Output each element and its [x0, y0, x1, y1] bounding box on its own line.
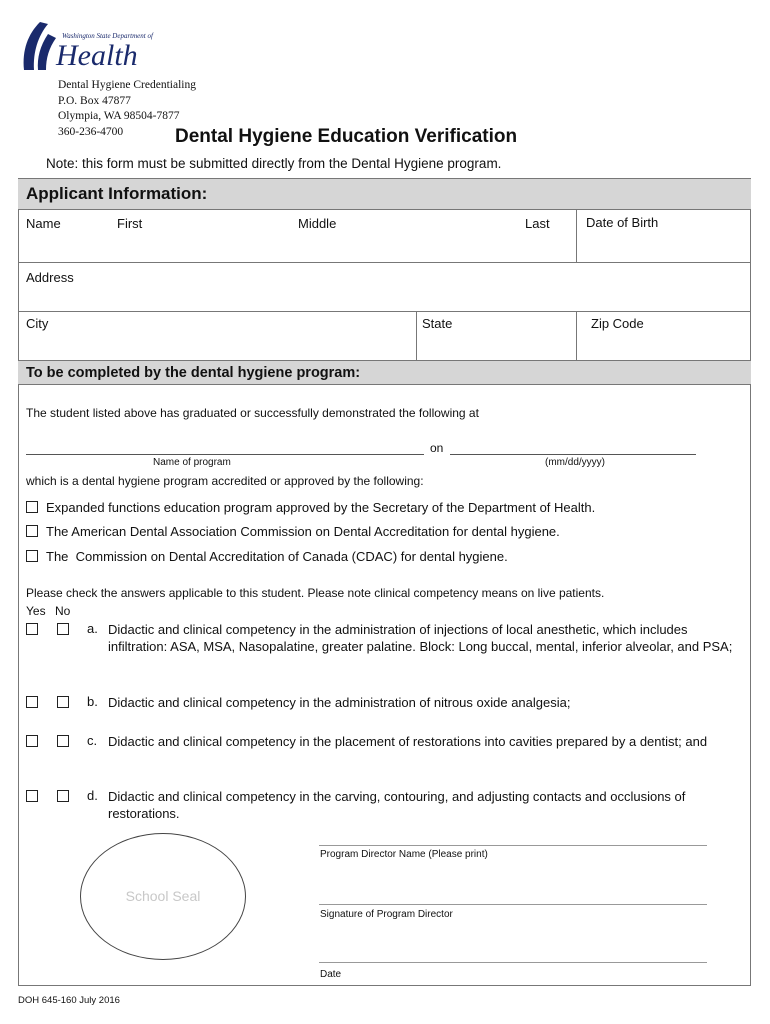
applicant-heading: Applicant Information: — [26, 184, 208, 203]
accreditation-option-label: The Commission on Dental Accreditation of Canada (CDAC) for dental hygiene. — [46, 549, 508, 564]
yes-column-label: Yes — [26, 604, 46, 618]
item-c-no-checkbox[interactable] — [57, 735, 69, 747]
on-label: on — [430, 441, 444, 455]
applicant-section-header — [18, 178, 751, 210]
item-b-no-checkbox[interactable] — [57, 696, 69, 708]
item-a-no-checkbox[interactable] — [57, 623, 69, 635]
program-section-header — [18, 360, 751, 385]
date-of-birth-field[interactable]: Date of Birth — [586, 215, 659, 230]
program-intro: The student listed above has graduated or successfully demonstrated the following at — [26, 406, 479, 420]
divider — [416, 311, 417, 360]
form-id: DOH 645-160 July 2016 — [18, 995, 120, 1006]
address-line: 360-236-4700 — [58, 125, 124, 138]
name-label: Name — [26, 216, 61, 231]
director-signature-label: Signature of Program Director — [320, 909, 453, 920]
accreditation-checkbox[interactable] — [26, 525, 38, 537]
director-signature-line[interactable] — [319, 904, 707, 905]
accreditation-option-label: Expanded functions education program approved by the Secretary of the Department of Health. — [46, 500, 596, 515]
item-d-no-checkbox[interactable] — [57, 790, 69, 802]
date-format-caption: (mm/dd/yyyy) — [545, 457, 605, 468]
check-note: Please check the answers applicable to this student. Please note clinical competency means on live patients. — [26, 586, 605, 600]
item-c-text: Didactic and clinical competency in the placement of restorations into cavities prepared by a dentist; and — [108, 734, 708, 749]
divider — [576, 210, 577, 262]
address-field[interactable]: Address — [26, 270, 74, 285]
last-name-field[interactable]: Last — [525, 216, 550, 231]
item-c-letter: c. — [87, 733, 98, 748]
logo-small-text: Washington State Department of — [62, 32, 153, 40]
address-line: Dental Hygiene Credentialing — [58, 79, 196, 91]
no-column-label: No — [55, 604, 71, 618]
item-d-text: Didactic and clinical competency in the carving, contouring, and adjusting contacts and occlusions of restorations. — [108, 789, 686, 821]
accredited-text: which is a dental hygiene program accredited or approved by the following: — [26, 474, 424, 488]
item-b-letter: b. — [87, 694, 98, 709]
item-a-text: Didactic and clinical competency in the administration of injections of local anesthetic, which includes infiltration: ASA, MSA, Nasopalatine, greater palatine. Block: Long buccal, mental, inferior alveolar, and PSA; — [108, 622, 733, 654]
divider — [18, 311, 751, 312]
state-field[interactable]: State — [422, 316, 453, 331]
middle-name-field[interactable]: Middle — [298, 216, 337, 231]
school-seal-area — [80, 833, 246, 960]
item-b-text: Didactic and clinical competency in the administration of nitrous oxide analgesia; — [108, 695, 571, 710]
accreditation-checkbox[interactable] — [26, 550, 38, 562]
director-name-label: Program Director Name (Please print) — [320, 849, 488, 860]
city-field[interactable]: City — [26, 316, 49, 331]
divider — [18, 262, 751, 263]
item-c-yes-checkbox[interactable] — [26, 735, 38, 747]
director-name-line[interactable] — [319, 845, 707, 846]
item-d-yes-checkbox[interactable] — [26, 790, 38, 802]
date-signature-line[interactable] — [319, 962, 707, 963]
program-name-line[interactable] — [26, 454, 424, 455]
item-a-letter: a. — [87, 621, 98, 636]
date-line[interactable] — [450, 454, 696, 455]
divider — [576, 311, 577, 360]
address-line: P.O. Box 47877 — [58, 94, 131, 107]
first-name-field[interactable]: First — [117, 216, 143, 231]
doh-logo — [18, 20, 153, 75]
logo-word: Health — [56, 39, 138, 72]
submission-note: Note: this form must be submitted directly from the Dental Hygiene program. — [46, 156, 502, 171]
item-d-letter: d. — [87, 788, 98, 803]
accreditation-checkbox[interactable] — [26, 501, 38, 513]
accreditation-option-label: The American Dental Association Commission on Dental Accreditation for dental hygiene. — [46, 524, 560, 539]
page-title: Dental Hygiene Education Verification — [175, 126, 518, 147]
date-label: Date — [320, 969, 342, 980]
name-of-program-caption: Name of program — [153, 457, 231, 468]
school-seal-label: School Seal — [125, 888, 201, 904]
item-b-yes-checkbox[interactable] — [26, 696, 38, 708]
item-a-yes-checkbox[interactable] — [26, 623, 38, 635]
zip-code-field[interactable]: Zip Code — [591, 316, 644, 331]
program-heading: To be completed by the dental hygiene program: — [26, 365, 361, 381]
address-line: Olympia, WA 98504-7877 — [58, 110, 180, 122]
